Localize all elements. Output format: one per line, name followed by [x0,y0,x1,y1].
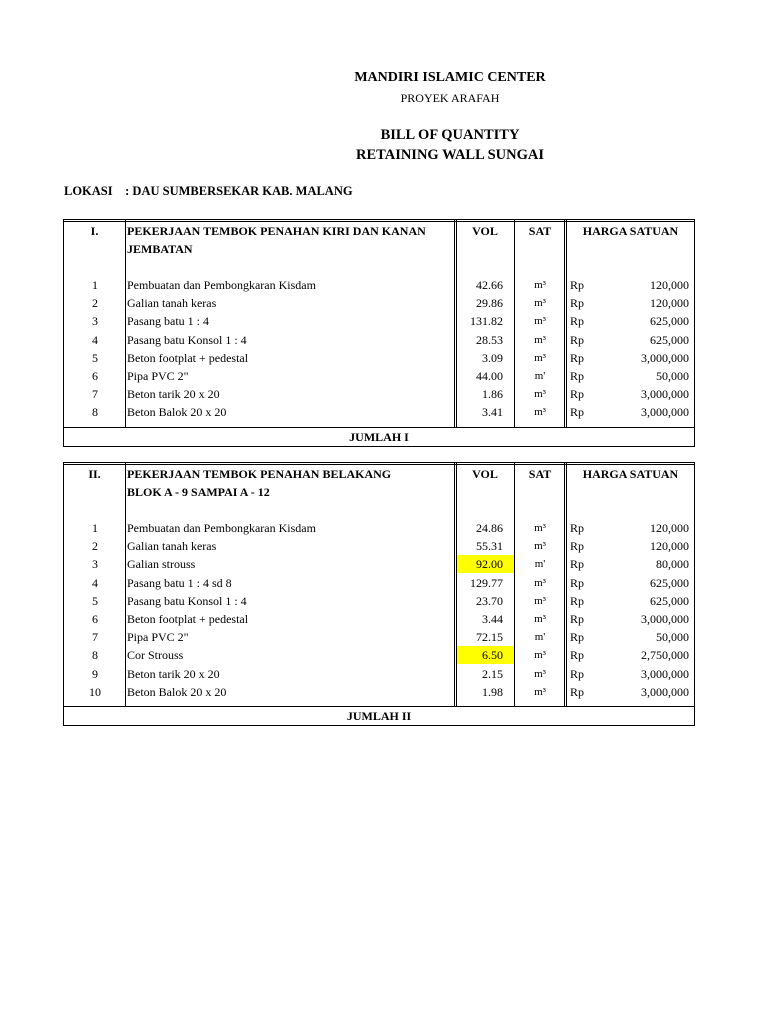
currency-label: Rp [570,350,585,365]
item-volume: 42.66 [476,278,503,292]
item-description: Pembuatan dan Pembongkaran Kisdam [127,521,316,535]
currency-label: Rp [570,575,585,590]
item-unit: m³ [534,649,546,662]
currency-label: Rp [570,405,585,420]
item-unit: m³ [534,522,546,534]
total-row-divider [63,427,695,428]
item-number: 2 [92,296,98,311]
item-unit: m³ [534,388,546,401]
currency-label: Rp [570,630,585,645]
item-volume: 55.31 [476,539,503,554]
currency-label: Rp [570,296,585,311]
item-volume: 28.53 [476,332,503,347]
item-description: Beton Balok 20 x 20 [127,684,227,699]
section-title: PEKERJAAN TEMBOK PENAHAN BELAKANG [127,467,392,481]
item-volume: 1.98 [482,684,503,699]
item-description: Pipa PVC 2" [127,630,189,645]
item-unit: m' [534,370,546,382]
currency-label: Rp [570,521,585,535]
item-volume: 129.77 [470,575,503,590]
item-description: Cor Strouss [127,648,184,663]
item-unit-price: 3,000,000 [641,666,689,681]
item-number: 10 [89,684,101,699]
item-unit-price: 625,000 [650,593,689,608]
section-title-continued: BLOK A - 9 SAMPAI A - 12 [127,485,270,499]
item-unit-price: 3,000,000 [641,350,689,365]
item-unit-price: 625,000 [650,332,689,347]
item-volume: 3.09 [482,350,503,365]
item-number: 4 [92,575,98,590]
column-divider [454,219,455,427]
item-description: Pasang batu Konsol 1 : 4 [127,593,247,608]
item-unit: m³ [534,576,546,589]
item-description: Beton tarik 20 x 20 [127,387,220,402]
boq-section [63,462,695,726]
column-header-sat: SAT [528,224,552,238]
item-description: Pasang batu 1 : 4 sd 8 [127,575,232,590]
item-number: 7 [92,630,98,645]
item-number: 4 [92,332,98,347]
section-top-rule [63,464,695,465]
item-unit: m³ [534,351,546,364]
organization-title: MANDIRI ISLAMIC CENTER [354,70,546,85]
item-unit: m³ [534,406,546,419]
item-unit: m³ [534,613,546,625]
item-unit: m³ [534,297,546,310]
item-number: 1 [92,278,98,292]
item-number: 8 [92,648,98,663]
item-unit-price: 80,000 [656,557,689,572]
item-number: 6 [92,612,98,626]
item-unit: m³ [534,540,546,553]
item-description: Pasang batu Konsol 1 : 4 [127,332,247,347]
item-unit-price: 3,000,000 [641,684,689,699]
column-header-price: HARGA SATUAN [582,467,679,481]
boq-section [63,219,695,447]
item-unit-price: 50,000 [656,369,689,383]
currency-label: Rp [570,539,585,554]
item-number: 8 [92,405,98,420]
column-divider [125,462,126,706]
item-unit: m³ [534,333,546,346]
item-description: Beton Balok 20 x 20 [127,405,227,420]
item-description: Pasang batu 1 : 4 [127,314,209,329]
column-header-vol: VOL [472,224,498,238]
item-volume: 6.50 [482,648,503,663]
item-volume: 92.00 [476,557,503,572]
location-line [64,184,353,199]
section-title: PEKERJAAN TEMBOK PENAHAN KIRI DAN KANAN [127,224,426,238]
item-description: Beton footplat + pedestal [127,612,249,626]
column-header-price: HARGA SATUAN [582,224,679,238]
item-number: 7 [92,387,98,402]
column-header-sat: SAT [528,467,552,481]
item-unit-price: 3,000,000 [641,387,689,402]
item-unit-price: 3,000,000 [641,612,689,626]
column-divider [454,462,455,706]
currency-label: Rp [570,369,585,383]
item-unit-price: 120,000 [650,521,689,535]
section-total-label: JUMLAH I [349,429,409,444]
item-unit-price: 625,000 [650,314,689,329]
document-title: BILL OF QUANTITY [380,127,520,143]
item-volume: 1.86 [482,387,503,402]
item-description: Beton footplat + pedestal [127,350,249,365]
item-volume: 44.00 [476,369,503,383]
currency-label: Rp [570,612,585,626]
currency-label: Rp [570,684,585,699]
item-description: Beton tarik 20 x 20 [127,666,220,681]
currency-label: Rp [570,332,585,347]
item-number: 9 [92,666,98,681]
item-unit-price: 625,000 [650,575,689,590]
item-unit: m³ [534,315,546,328]
item-volume: 131.82 [470,314,503,329]
item-description: Galian tanah keras [127,296,217,311]
currency-label: Rp [570,387,585,402]
currency-label: Rp [570,666,585,681]
item-description: Galian tanah keras [127,539,217,554]
currency-label: Rp [570,593,585,608]
location-value: : DAU SUMBERSEKAR KAB. MALANG [125,184,353,198]
section-title-continued: JEMBATAN [127,242,193,256]
item-number: 5 [92,350,98,365]
currency-label: Rp [570,314,585,329]
section-number: I. [90,224,99,238]
item-volume: 2.15 [482,666,503,681]
item-description: Pipa PVC 2" [127,369,189,383]
item-description: Pembuatan dan Pembongkaran Kisdam [127,278,316,292]
item-unit-price: 120,000 [650,296,689,311]
item-number: 6 [92,369,98,383]
section-total-label: JUMLAH II [346,709,412,723]
section-top-rule [63,221,695,222]
item-volume: 72.15 [476,630,503,645]
item-unit: m' [534,631,546,644]
item-volume: 29.86 [476,296,503,311]
item-number: 1 [92,521,98,535]
item-number: 3 [92,314,98,329]
item-unit-price: 50,000 [656,630,689,645]
item-volume: 23.70 [476,593,503,608]
item-unit: m' [534,558,546,571]
item-volume: 3.44 [482,612,503,626]
column-header-vol: VOL [472,467,498,481]
item-unit-price: 3,000,000 [641,405,689,420]
currency-label: Rp [570,648,585,663]
document-subtitle: RETAINING WALL SUNGAI [355,147,544,163]
item-unit-price: 120,000 [650,278,689,292]
item-unit: m³ [534,667,546,680]
item-volume: 3.41 [482,405,503,420]
item-description: Galian strouss [127,557,196,572]
item-unit-price: 120,000 [650,539,689,554]
item-number: 5 [92,593,98,608]
item-unit: m³ [534,279,546,291]
currency-label: Rp [570,557,585,572]
location-label: LOKASI [64,184,113,198]
column-divider [125,219,126,427]
column-divider [566,462,567,706]
item-number: 2 [92,539,98,554]
item-unit: m³ [534,685,546,698]
currency-label: Rp [570,278,585,292]
total-row-divider [63,706,695,707]
column-divider [566,219,567,427]
project-subtitle: PROYEK ARAFAH [400,91,500,105]
section-number: II. [88,467,101,481]
item-volume: 24.86 [476,521,503,535]
item-number: 3 [92,557,98,572]
item-unit-price: 2,750,000 [641,648,689,663]
item-unit: m³ [534,594,546,607]
